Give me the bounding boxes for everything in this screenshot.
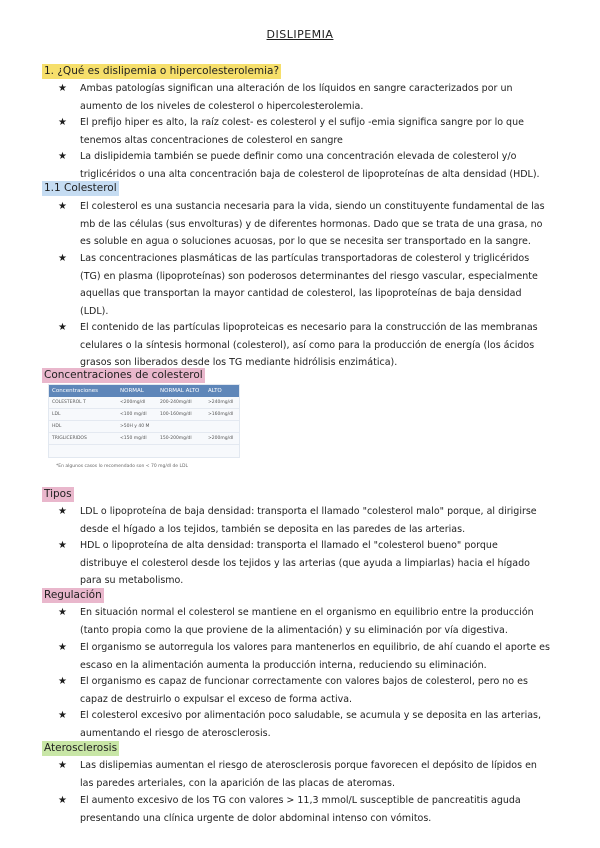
list-item-text: HDL o lipoproteína de alta densidad: transporta el llamado el "colesterol bueno" porque <box>80 540 498 551</box>
list-item-text: El organismo es capaz de funcionar correctamente con valores bajos de colesterol, pero no es <box>80 676 528 687</box>
table-cell: <150 mg/dl <box>120 436 147 441</box>
page-title: DISLIPEMIA <box>266 28 334 41</box>
table-cell: 200-240mg/dl <box>160 400 192 405</box>
table-cell: <100 mg/dl <box>120 412 147 417</box>
list-item-text: (LDL). <box>80 305 109 317</box>
list-item-text: La dislipidemia también se puede definir como una concentración elevada de colesterol y/o <box>80 151 517 162</box>
list-item <box>58 707 553 742</box>
table-row <box>49 433 239 445</box>
table-header-cell: Concentraciones <box>52 388 99 394</box>
star-bullet-icon: ★ <box>58 676 67 687</box>
table-cell: COLESTEROL T <box>52 400 86 405</box>
list-item <box>58 319 553 372</box>
list-item-text: es soluble en agua o soluciones acuosas, por lo que se necesita ser transportado en la sangre. <box>80 236 531 247</box>
table-header-row <box>49 385 239 397</box>
table-body <box>49 397 239 445</box>
list-item-text: LDL o lipoproteína de baja densidad: transporta el llamado "colesterol malo" porque, al dirigirse <box>80 506 537 517</box>
list-item-text: distribuye el colesterol desde los tejidos y las arterias (que ayuda a limpiarlas) hacia el hígado <box>80 557 530 569</box>
list-item-text: El colesterol es una sustancia necesaria para la vida, siendo un constituyente fundamental de las <box>80 201 545 212</box>
list-item-text: El colesterol excesivo por alimentación poco saludable, se acumula y se deposita en las arterias, <box>80 710 542 721</box>
list-item <box>58 673 553 708</box>
list-item <box>58 757 553 792</box>
table-cell: 100-160mg/dl <box>160 412 192 417</box>
list-item-text: El aumento excesivo de los TG con valores > 11,3 mmol/L susceptible de pancreatitis aguda <box>80 795 521 806</box>
star-bullet-icon: ★ <box>58 201 67 212</box>
list-item <box>58 198 553 251</box>
table-cell: >200mg/dl <box>208 436 234 441</box>
section-heading-concentraciones: Concentraciones de colesterol <box>44 369 203 381</box>
table-cell: LDL <box>52 412 61 417</box>
table-cell: HDL <box>52 424 62 429</box>
list-item-text: El contenido de las partículas lipoproteicas es necesario para la construcción de las membranas <box>80 322 538 333</box>
table-footnote: *En algunos casos lo recomendado son < 70 mg/dl de LDL <box>56 464 188 469</box>
list-item-text: aumentando el riesgo de aterosclerosis. <box>80 727 271 739</box>
list-item <box>58 537 553 590</box>
table-header-cell: NORMAL ALTO <box>160 388 200 394</box>
list-item-text: (tanto propia como la que proviene de la alimentación) y su eliminación por vía digestiva. <box>80 624 508 636</box>
star-bullet-icon: ★ <box>58 710 67 721</box>
list-item-text: presentando una clínica urgente de dolor abdominal intenso con vómitos. <box>80 812 432 824</box>
list-item <box>58 604 553 639</box>
section-heading-regulacion: Regulación <box>44 589 102 601</box>
list-item-text: grasos son liberados desde los TG mediante hidrólisis enzimática). <box>80 357 398 368</box>
table-cell: >50H y 40 M <box>120 424 150 429</box>
list-item-text: celulares o la síntesis hormonal (colesterol), así como para la producción de energía (los ácidos <box>80 339 535 351</box>
table-row <box>49 421 239 433</box>
cholesterol-table-image <box>48 384 240 458</box>
list-item <box>58 503 553 538</box>
list-item-text: En situación normal el colesterol se mantiene en el organismo en equilibrio entre la producción <box>80 607 534 618</box>
list-item-text: tenemos altas concentraciones de colesterol en sangre <box>80 134 343 146</box>
star-bullet-icon: ★ <box>58 117 67 128</box>
star-bullet-icon: ★ <box>58 795 67 806</box>
table-header-cell: NORMAL <box>120 388 144 394</box>
list-item <box>58 80 553 115</box>
list-item <box>58 639 553 674</box>
table-row <box>49 397 239 409</box>
list-item-text: capaz de destruirlo o expulsar el exceso de forma activa. <box>80 693 353 705</box>
list-item-text: aumento de los niveles de colesterol o hipercolesterolemia. <box>80 100 364 112</box>
star-bullet-icon: ★ <box>58 760 67 771</box>
list-item <box>58 148 553 183</box>
star-bullet-icon: ★ <box>58 642 67 653</box>
star-bullet-icon: ★ <box>58 322 67 333</box>
list-item-text: El prefijo hiper es alto, la raíz colest- es colesterol y el sufijo -emia significa sangre por lo que <box>80 117 524 128</box>
star-bullet-icon: ★ <box>58 253 67 264</box>
list-item-text: El organismo se autorregula los valores para mantenerlos en equilibrio, de ahí cuando el aporte es <box>80 642 550 653</box>
list-item-text: (TG) en plasma (lipoproteínas) son poderosos determinantes del riesgo vascular, especialmente <box>80 270 538 282</box>
table-cell: 150-200mg/dl <box>160 436 192 441</box>
section-heading-dislipemia: 1. ¿Qué es dislipemia o hipercolesterolemia? <box>44 65 280 77</box>
table-cell: >160mg/dl <box>208 412 234 417</box>
star-bullet-icon: ★ <box>58 83 67 94</box>
list-item-text: aquellas que transportan la mayor cantidad de colesterol, las lipoproteínas de baja densidad <box>80 288 522 299</box>
table-cell: TRIGLICERIDOS <box>52 436 87 441</box>
section-heading-aterosclerosis: Aterosclerosis <box>44 742 118 754</box>
list-item-text: escaso en la alimentación aumenta la producción interna, reduciendo su eliminación. <box>80 659 487 671</box>
table-cell: >240mg/dl <box>208 400 234 405</box>
list-item <box>58 250 553 320</box>
list-item-text: desde el hígado a los tejidos, también se deposita en las paredes de las arterias. <box>80 523 466 535</box>
star-bullet-icon: ★ <box>58 607 67 618</box>
list-item-text: mb de las células (sus envolturas) y de diferentes hormonas. Dado que se trata de una grasa, no <box>80 218 543 230</box>
section-heading-colesterol: 1.1 Colesterol <box>44 182 117 194</box>
table-row <box>49 409 239 421</box>
list-item <box>58 792 553 827</box>
list-item <box>58 114 553 149</box>
list-item-text: las paredes arteriales, con la aparición de las placas de ateromas. <box>80 777 395 789</box>
section-heading-tipos: Tipos <box>44 488 72 500</box>
list-item-text: triglicéridos o una alta concentración baja de colesterol de lipoproteínas de alta densidad (HDL). <box>80 168 540 180</box>
table-header-cell: ALTO <box>208 388 222 394</box>
list-item-text: Las dislipemias aumentan el riesgo de aterosclerosis porque favorecen el depósito de lípidos en <box>80 760 537 771</box>
list-item-text: Las concentraciones plasmáticas de las partículas transportadoras de colesterol y triglicéridos <box>80 253 530 264</box>
star-bullet-icon: ★ <box>58 151 67 162</box>
list-item-text: Ambas patologías significan una alteración de los líquidos en sangre caracterizados por un <box>80 83 513 94</box>
list-item-text: para su metabolismo. <box>80 575 184 586</box>
star-bullet-icon: ★ <box>58 540 67 551</box>
table-cell: <200mg/dl <box>120 400 146 405</box>
star-bullet-icon: ★ <box>58 506 67 517</box>
